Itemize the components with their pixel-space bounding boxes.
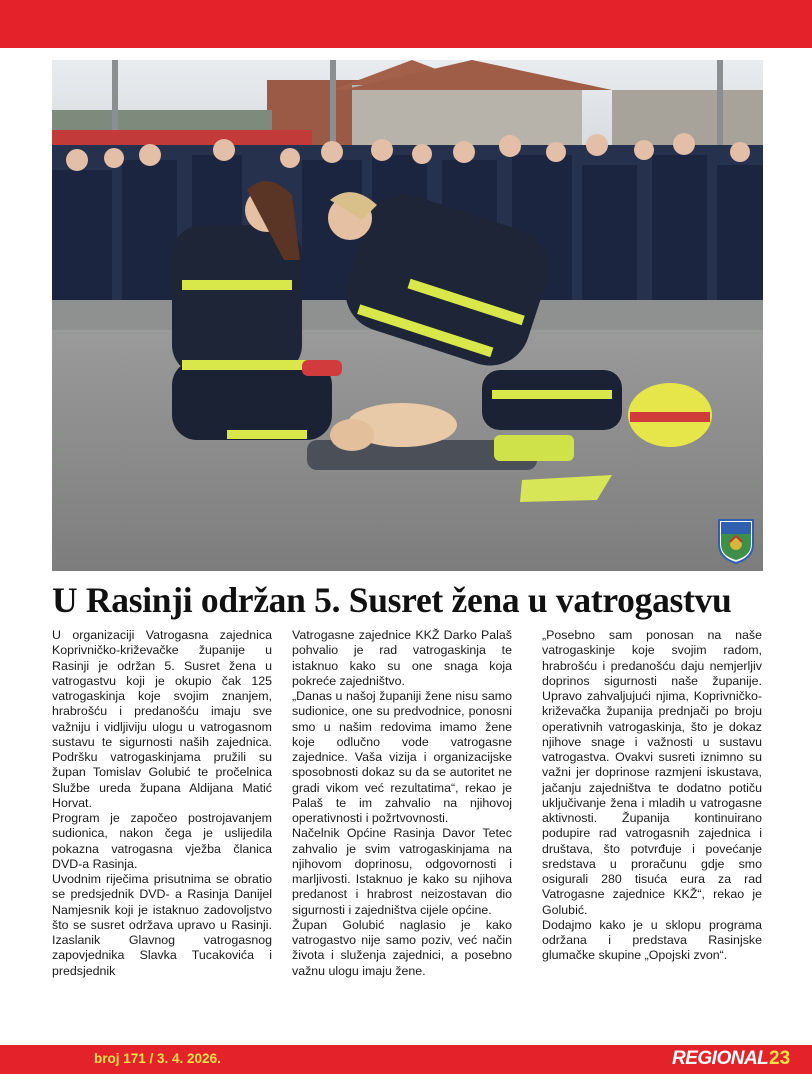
firefighters-cpr-demonstration-image [52, 60, 763, 571]
page-number: 23 [769, 1048, 791, 1069]
paragraph: „Posebno sam ponosan na naše vatrogaskinje koje svojim radom, hrabrošću i predanošću daju nemjerljiv doprinos sigurnosti naše županije. Upravo zahvaljujući njima, Koprivničko-križevačka županija prednjači po broju operativnih vatrogaskinja, što je dokaz njihove snage i važnosti u sustavu vatrogastva. Ovakvi susreti iznimno su važni jer doprinose razmjeni iskustava, jačanju zajedništva te dodatno potiču uključivanje žena i mladih u vatrogasne aktivnosti. Županija kontinuirano podupire rad vatrogasnih zajednica i društava, što potvrđuje i povećanje sredstava u proračunu gdje smo osigurali 280 tisuća eura za rad Vatrogasne zajednice KKŽ“, rekao je Golubić. [542, 628, 762, 917]
paragraph: Uvodnim riječima prisutnima se obratio se predsjednik DVD- a Rasinja Danijel Namjesnik koji je istaknuo zadovoljstvo što se susret održava upravo u Rasinji. Izaslanik Glavnog vatrogasnog zapovjednika Slavka Tucakovića i predsjednik [52, 872, 272, 978]
article-body [52, 628, 763, 1038]
county-crest-icon [717, 518, 755, 564]
paragraph: Načelnik Općine Rasinja Davor Tetec zahvalio je svim vatrogaskinjama na njihovom doprinosu, odgovornosti i marljivosti. Istaknuo je kako su njihova predanost i hrabrost neizostavan dio sigurnosti i zajedništva cijele općine. [292, 826, 512, 917]
paragraph: Vatrogasne zajednice KKŽ Darko Palaš pohvalio je rad vatrogaskinja te istaknuo kako su one snaga koja pokreće zajedništvo. [292, 628, 512, 688]
paragraph: Župan Golubić naglasio je kako vatrogastvo nije samo poziv, već način života i služenja zajednici, a posebno važnu ulogu imaju žene. [292, 917, 512, 978]
article-photo [52, 60, 763, 571]
paragraph: U organizaciji Vatrogasna zajednica Koprivničko-križevačke županije u Rasinji je održan 5. Susret žena u vatrogastvu koji je okupio čak 125 vatrogaskinja koje svojim znanjem, hrabrošću i predanošću imaju sve važniju i vidljiviju ulogu u vatrogasnom sustavu te sigurnosti naših zajednica. Podršku vatrogaskinjama pružili su župan Tomislav Golubić te pročelnica Službe ureda župana Aldijana Matić Horvat. [52, 628, 272, 810]
article-column-2 [292, 628, 512, 979]
paragraph: Program je započeo postrojavanjem sudionica, nakon čega je uslijedila pokazna vatrogasna vježba članica DVD-a Rasinja. [52, 811, 272, 871]
paragraph: „Danas u našoj županiji žene nisu samo sudionice, one su predvodnice, ponosni smo u našim redovima imamo žene koje odlučno vode vatrogasne zajednice. Vaša vizija i organizacijske sposobnosti dokaz su da se autoritet ne gradi vikom već rezultatima“, rekao je Palaš te im zahvalio na njihovoj operativnosti i požrtvovnosti. [292, 689, 512, 825]
article-headline: U Rasinji održan 5. Susret žena u vatrogastvu [52, 580, 732, 620]
article-column-3 [542, 628, 762, 964]
article-column-1 [52, 628, 272, 979]
paragraph: Dodajmo kako je u sklopu programa održana i predstava Rasinjske glumačke skupine „Opojski zvon“. [542, 917, 762, 963]
issue-info: broj 171 / 3. 4. 2026. [94, 1051, 221, 1066]
top-red-bar [0, 0, 812, 48]
brand-logo: REGIONAL [672, 1048, 769, 1069]
